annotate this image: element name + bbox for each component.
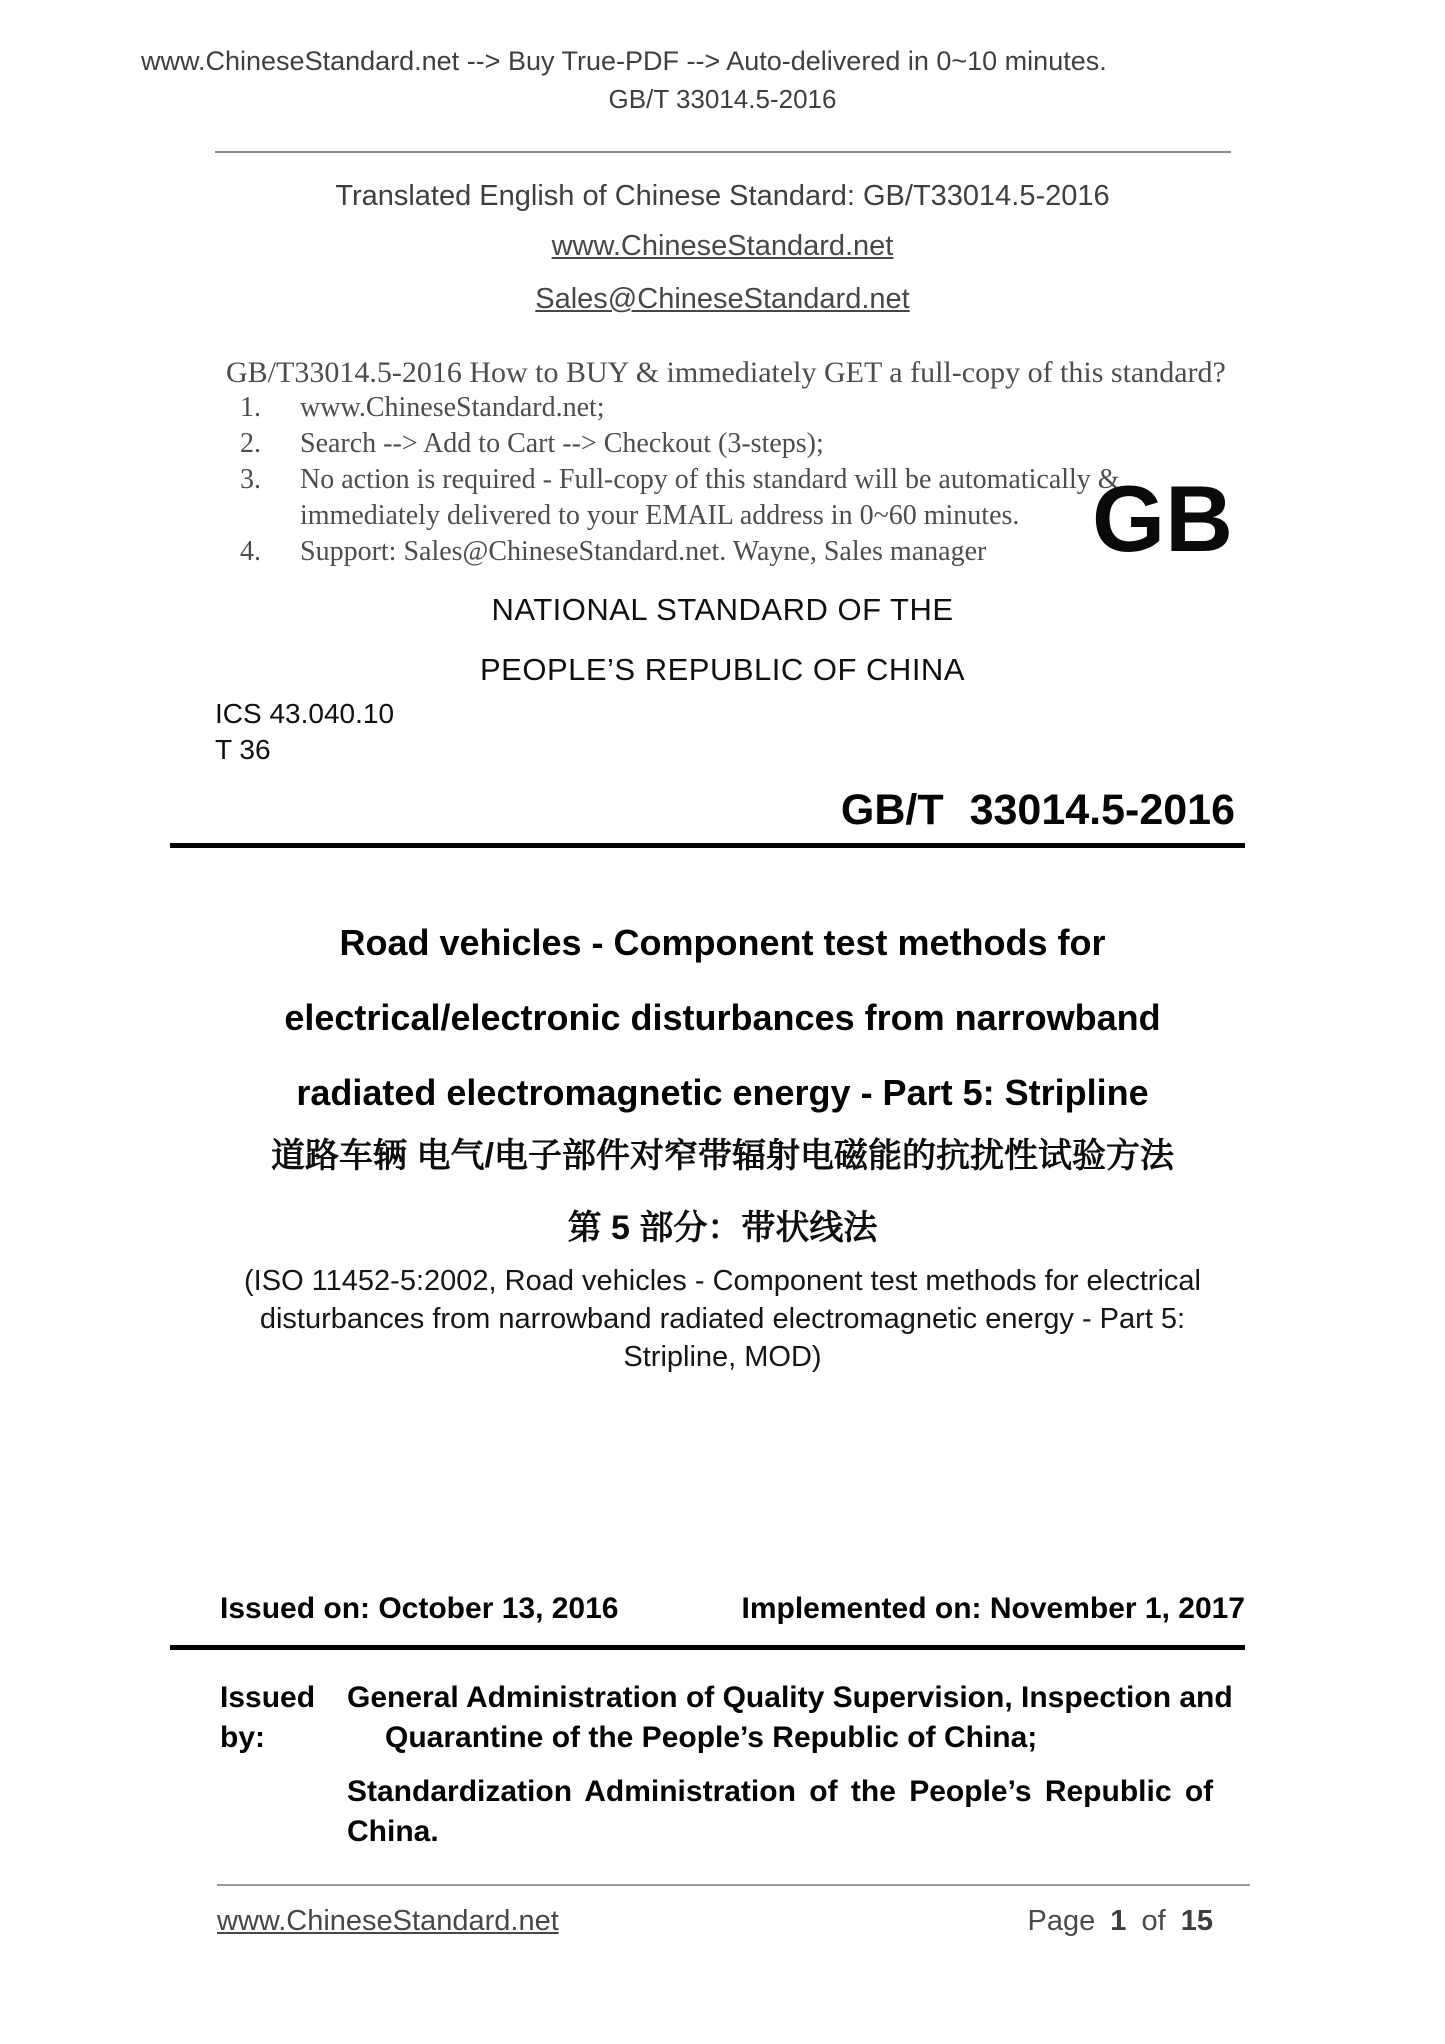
page-of-label: of <box>1141 1905 1166 1937</box>
list-item-continuation <box>240 498 1140 534</box>
list-item-number: 4. <box>240 536 261 567</box>
issuer-body <box>347 1678 1245 1852</box>
list-item-text: Search --> Add to Cart --> Checkout (3-steps); <box>300 428 824 459</box>
dates-rule-line <box>170 1645 1245 1650</box>
translated-standard-line: Translated English of Chinese Standard: GB/T33014.5-2016 <box>335 180 1110 212</box>
iso-note-line: disturbances from narrowband radiated electromagnetic energy - Part 5: <box>259 1303 1186 1335</box>
standard-number-heading: GB/T 33014.5-2016 <box>840 786 1235 834</box>
list-item-text: immediately delivered to your EMAIL address in 0~60 minutes. <box>300 500 1020 531</box>
document-title <box>0 905 1445 1130</box>
iso-note-line: (ISO 11452-5:2002, Road vehicles - Component test methods for electrical <box>244 1265 1201 1297</box>
footer-website-link[interactable]: www.ChineseStandard.net <box>217 1905 559 1937</box>
dates-row <box>220 1592 1245 1626</box>
header-divider-line <box>215 151 1231 153</box>
issuer-line: Standardization Administration of the People’s Republic of <box>347 1775 1214 1808</box>
howto-buy-heading: GB/T33014.5-2016 How to BUY & immediately GET a full-copy of this standard? <box>226 356 1226 389</box>
national-standard-line-2: PEOPLE’S REPUBLIC OF CHINA <box>479 652 965 687</box>
list-item-text: www.ChineseStandard.net; <box>300 392 605 423</box>
national-standard-line-1: NATIONAL STANDARD OF THE <box>491 592 954 627</box>
sales-email-row <box>0 283 1445 316</box>
chinese-title-line-1: 道路车辆 电气/电子部件对窄带辐射电磁能的抗扰性试验方法 <box>271 1137 1174 1175</box>
document-title-line: Road vehicles - Component test methods for <box>339 922 1106 963</box>
website-link[interactable]: www.ChineseStandard.net <box>551 230 894 262</box>
page-indicator <box>1027 1905 1213 1938</box>
issuer-line: China. <box>347 1815 439 1848</box>
header-standard-number: GB/T 33014.5-2016 <box>608 84 837 114</box>
list-item-text: Support: Sales@ChineseStandard.net. Wayne, Sales manager <box>300 536 987 567</box>
issuer-line: General Administration of Quality Supervision, Inspection and <box>347 1681 1233 1714</box>
iso-note-line: Stripline, MOD) <box>623 1341 822 1373</box>
iso-equivalence-note <box>0 1262 1445 1376</box>
implemented-on-date: Implemented on: November 1, 2017 <box>741 1592 1245 1625</box>
page-total: 15 <box>1180 1905 1213 1937</box>
howto-buy-list <box>240 390 1140 570</box>
page-current: 1 <box>1110 1905 1127 1937</box>
chinese-title-line-2: 第 5 部分：带状线法 <box>567 1209 878 1247</box>
footer-divider-line <box>217 1884 1250 1886</box>
list-item <box>240 534 1140 570</box>
issued-on-date: Issued on: October 13, 2016 <box>220 1592 619 1625</box>
issued-by-label: Issued by: <box>220 1681 316 1754</box>
list-item <box>240 462 1140 498</box>
list-item-number: 1. <box>240 392 261 423</box>
list-item <box>240 390 1140 426</box>
footer-link-row <box>217 1905 559 1938</box>
sales-email-link[interactable]: Sales@ChineseStandard.net <box>535 283 910 315</box>
ics-code: ICS 43.040.10 <box>215 698 395 729</box>
document-title-line: radiated electromagnetic energy - Part 5: Stripline <box>296 1072 1149 1113</box>
header-banner-text: www.ChineseStandard.net --> Buy True-PDF --> Auto-delivered in 0~10 minutes. <box>141 46 1107 76</box>
issuer-block <box>220 1678 1245 1852</box>
list-item <box>240 426 1140 462</box>
list-item-number: 3. <box>240 464 261 495</box>
issuer-line: Quarantine of the People’s Republic of China; <box>385 1721 1038 1754</box>
list-item-number: 2. <box>240 428 261 459</box>
classification-code: T 36 <box>215 734 271 765</box>
heading-rule-line <box>170 843 1245 848</box>
page-label: Page <box>1027 1905 1096 1937</box>
list-item-text: No action is required - Full-copy of this standard will be automatically & <box>300 464 1120 495</box>
document-title-line: electrical/electronic disturbances from narrowband <box>284 997 1161 1038</box>
website-link-row <box>0 230 1445 263</box>
gb-logo: GB <box>1092 466 1233 571</box>
list-item-number <box>240 498 300 534</box>
